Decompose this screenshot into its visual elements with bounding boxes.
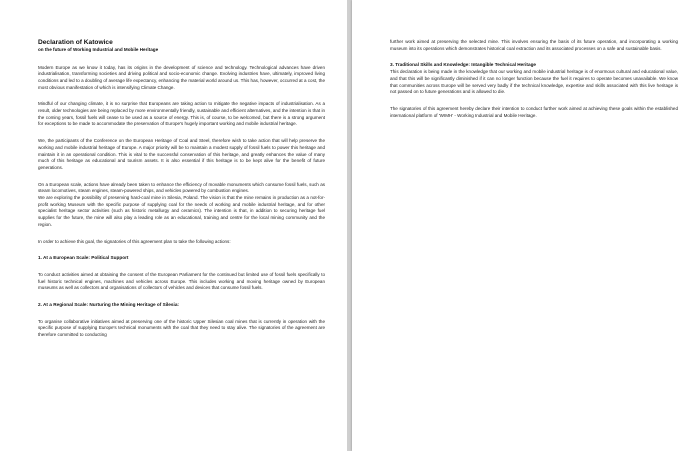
european-scale-paragraph: On a European scale, actions have already been taken to enhance the efficiency of movable monuments which consume fossil fuels, such as steam locomotives, steam engines, steam-powered ships, and vehicles powered by combustion engines.	[38, 181, 325, 194]
section-1-text: To conduct activities aimed at obtaining the consent of the European Parliament for the continued but limited use of fossil fuels specifically to fuel historic technical engines, machines and vehicles across Europe. This includes working and moving heritage owned by European museums as well as collectors and organisations of collectors of vehicles and devices that consume fossil fuels.	[38, 271, 325, 291]
participants-paragraph: We, the participants of the Conference on the European Heritage of Coal and Steel, therefore wish to take action that will help preserve the working and mobile industrial heritage of Europe. A major priority will be to maintain a modest supply of fossil fuels to power this heritage and maintain it in an operational condition. This is vital to the successful conservation of this heritage, and greatly enhances the value of many much of this heritage as educational and tourism assets. It is also essential if this heritage is to be kept alive for the benefit of future generations.	[38, 138, 325, 170]
document-title: Declaration of Katowice	[38, 39, 113, 46]
page-right	[352, 0, 700, 451]
section-2-text: To organise collaborative initiatives aimed at preserving one of the historic Upper Silesian coal mines that is currently in operation with the specific purpose of supplying Europe's technical monuments with the coal that they need to stay alive. The signatories of the agreement are therefore committed to conducting	[38, 318, 325, 338]
silesia-mine-paragraph: We are exploring the possibility of preserving hard-coal mine in Silesia, Poland. The vision is that the mine remains in production as a not-for-profit working Museum with the specific purpose of supplying coal for the needs of working and mobile industrial heritage, and for other specialist heritage sector activities (such as historic metallurgy and ceramics). The intention is that, in addition to securing heritage fuel supplies for the future, the mine will also play a leading role as an educational, training and centre for the local mining community and the region.	[38, 195, 325, 227]
page-left	[0, 0, 347, 451]
section-3-text: This declaration is being made in the knowledge that our working and mobile industrial heritage is of enormous cultural and educational value, and that this will be significantly diminished if it can no longer function because the fuel it requires to operate becomes unavailable. We know that communities across Europe will be served very badly if the technical knowledge, expertise and skills associated with this live heritage is not passed on to future generations and is allowed to die.	[390, 69, 678, 95]
climate-paragraph: Mindful of our changing climate, it is no surprise that Europeans are taking action to mitigate the negative impacts of industrialisation. As a result, older technologies are being replaced by more environmentally friendly, sustainable and efficient alternatives, and the intention is that in the coming years, fossil fuels will cease to be used as a source of energy. This is, of course, to be welcomed, but there is a strong argument for exceptions to be made to accommodate the preservation of Europe's hugely important working and mobile industrial heritage.	[38, 101, 325, 127]
actions-intro-paragraph: In order to achieve this goal, the signatories of this agreement plan to take the following actions:	[38, 238, 231, 244]
closing-paragraph: The signatories of this agreement hereby declare their intention to conduct further work aimed at achieving these goals within the established international platform of 'WIMH' - Working Industrial and Mobile Heritage.	[390, 105, 678, 118]
intro-paragraph: Modern Europe as we know it today, has its origins in the development of science and technology. Technological advances have driven industrialisation, transforming societies and driving political and socio-economic change. Evolving industries have, ultimately, improved living conditions and led to a doubling of average life expectancy, enhancing the material world around us. This has, however, occurred at a cost, the most obvious manifestation of which is intensifying Climate Change.	[38, 64, 325, 90]
section-2-heading: 2. At a Regional Scale: Nurturing the Mining Heritage of Silesia:	[38, 302, 179, 308]
section-2-continued-text: further work aimed at preserving the selected mine. This involves ensuring the basis of its future operation, and incorporating a working museum into its operations which demonstrates historical coal extraction and its associated processes on a safe and sustainable basis.	[390, 39, 678, 51]
section-3-heading: 3. Traditional Skills and Knowledge: Intangible Technical Heritage	[390, 62, 537, 68]
document-subtitle: on the future of Working Industrial and Mobile Heritage	[38, 47, 159, 52]
section-1-heading: 1. At a European Scale: Political Support	[38, 255, 129, 261]
